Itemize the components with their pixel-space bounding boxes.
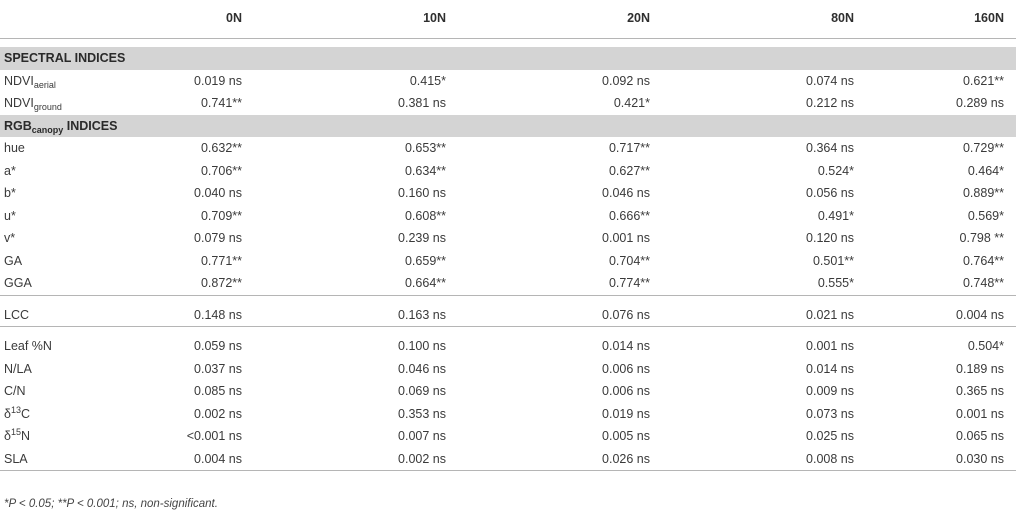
- table-cell: 0.037 ns: [194, 361, 242, 376]
- row-label: N/LA: [4, 361, 32, 376]
- table-cell: 0.365 ns: [956, 384, 1004, 398]
- row-label: $NDVI_{ground}$: [4, 96, 62, 112]
- table-cell: 0.056 ns: [806, 186, 854, 200]
- table-footnote: *P < 0.05; **P < 0.001; ns, non-significant.: [4, 498, 218, 510]
- table-cell: 0.501**: [812, 253, 854, 268]
- table-cell: 0.524*: [817, 163, 854, 178]
- table-cell: 0.046 ns: [398, 361, 446, 376]
- table-cell: 0.002 ns: [194, 406, 242, 421]
- table-cell: 0.872**: [200, 276, 242, 290]
- table-cell: 0.160 ns: [398, 186, 446, 200]
- table-cell: 0.771**: [200, 253, 242, 268]
- table-row: [0, 304, 1016, 328]
- table-cell: 0.001 ns: [956, 406, 1004, 421]
- table-row: [0, 403, 1016, 426]
- table-cell: 0.040 ns: [194, 186, 242, 200]
- table-cell: 0.021 ns: [806, 307, 854, 322]
- table-cell: 0.659**: [404, 253, 446, 268]
- table-row: [0, 70, 1016, 93]
- table-cell: 0.608**: [404, 208, 446, 223]
- table-cell: 0.014 ns: [806, 361, 854, 376]
- table-row: [0, 182, 1016, 205]
- table-row: [0, 205, 1016, 228]
- table-cell: 0.555*: [817, 276, 854, 290]
- table-cell: 0.025 ns: [806, 429, 854, 443]
- table-cell: 0.189 ns: [956, 361, 1004, 376]
- table-cell: 0.709**: [200, 208, 242, 223]
- table-cell: 0.741**: [200, 96, 242, 110]
- table-cell: 0.163 ns: [398, 307, 446, 322]
- table-row: [0, 272, 1016, 296]
- section-rgb-canopy-indices: [0, 115, 1016, 138]
- table-cell: 0.019 ns: [194, 73, 242, 88]
- section-spectral-indices: [0, 47, 1016, 70]
- table-cell: 0.717**: [608, 141, 650, 155]
- table-cell: 0.706**: [200, 163, 242, 178]
- table-cell: 0.289 ns: [956, 96, 1004, 110]
- table-cell: 0.120 ns: [806, 231, 854, 245]
- row-label: v*: [4, 231, 16, 245]
- table-cell: 0.001 ns: [806, 339, 854, 353]
- table-row: [0, 160, 1016, 183]
- col-header-20n: 20N: [627, 11, 650, 25]
- table-row: [0, 448, 1016, 472]
- table-cell: 0.504*: [967, 339, 1004, 353]
- table-cell: 0.148 ns: [194, 307, 242, 322]
- table-cell: 0.664**: [404, 276, 446, 290]
- table-cell: 0.621**: [962, 73, 1004, 88]
- row-label: SLA: [4, 451, 28, 466]
- table-cell: 0.074 ns: [806, 73, 854, 88]
- table-cell: 0.005 ns: [602, 429, 650, 443]
- table-cell: 0.212 ns: [806, 96, 854, 110]
- table-row: [0, 137, 1016, 160]
- table-cell: 0.889**: [962, 186, 1004, 200]
- table-cell: 0.632**: [200, 141, 242, 155]
- table-row: [0, 335, 1016, 358]
- table-cell: 0.006 ns: [602, 361, 650, 376]
- table-cell: 0.415*: [409, 73, 446, 88]
- col-header-0n: 0N: [226, 11, 242, 25]
- table-row: [0, 425, 1016, 448]
- table-cell: <0.001 ns: [186, 429, 242, 443]
- table-header-row: [0, 0, 1016, 39]
- table-cell: 0.030 ns: [956, 451, 1004, 466]
- table-cell: 0.002 ns: [398, 451, 446, 466]
- table-cell: 0.774**: [608, 276, 650, 290]
- section-title: SPECTRAL INDICES: [4, 51, 126, 65]
- table-cell: 0.092 ns: [602, 73, 650, 88]
- table-cell: 0.059 ns: [194, 339, 242, 353]
- table-cell: 0.026 ns: [602, 451, 650, 466]
- col-header-10n: 10N: [423, 11, 446, 25]
- col-header-80n: 80N: [831, 11, 854, 25]
- table-cell: 0.421*: [613, 96, 650, 110]
- row-label: $\delta^{13}C$: [4, 404, 31, 421]
- table-row: [0, 380, 1016, 403]
- table-cell: 0.653**: [404, 141, 446, 155]
- table-cell: 0.006 ns: [602, 384, 650, 398]
- table-cell: 0.569*: [967, 208, 1004, 223]
- table-cell: 0.764**: [962, 253, 1004, 268]
- table-cell: 0.001 ns: [602, 231, 650, 245]
- table-cell: 0.069 ns: [398, 384, 446, 398]
- row-label: C/N: [4, 384, 26, 398]
- table-cell: 0.014 ns: [602, 339, 650, 353]
- table-cell: 0.704**: [608, 253, 650, 268]
- table-row: [0, 92, 1016, 115]
- table-cell: 0.004 ns: [956, 307, 1004, 322]
- table-row: [0, 227, 1016, 250]
- table-cell: 0.085 ns: [194, 384, 242, 398]
- table-cell: 0.627**: [608, 163, 650, 178]
- table-cell: 0.239 ns: [398, 231, 446, 245]
- table-cell: 0.007 ns: [398, 429, 446, 443]
- table-cell: 0.009 ns: [806, 384, 854, 398]
- table-cell: 0.666**: [608, 208, 650, 223]
- table-cell: 0.364 ns: [806, 141, 854, 155]
- table-cell: 0.008 ns: [806, 451, 854, 466]
- row-label: hue: [4, 141, 25, 155]
- table-cell: 0.004 ns: [194, 451, 242, 466]
- table-row: [0, 250, 1016, 273]
- table-cell: 0.079 ns: [194, 231, 242, 245]
- row-label: a*: [4, 163, 16, 178]
- table-cell: 0.065 ns: [956, 429, 1004, 443]
- table-cell: 0.100 ns: [398, 339, 446, 353]
- table-cell: 0.046 ns: [602, 186, 650, 200]
- table-cell: 0.019 ns: [602, 406, 650, 421]
- table-cell: 0.798 **: [959, 231, 1004, 245]
- table-cell: 0.381 ns: [398, 96, 446, 110]
- section-title: $RGB_{canopy}$ INDICES: [4, 118, 118, 135]
- col-header-160n: 160N: [974, 11, 1004, 25]
- row-label: Leaf %N: [4, 339, 52, 353]
- row-label: GGA: [4, 276, 32, 290]
- table-cell: 0.464*: [967, 163, 1004, 178]
- table-cell: 0.491*: [817, 208, 854, 223]
- table-cell: 0.729**: [962, 141, 1004, 155]
- row-label: $\delta^{15}N$: [4, 427, 31, 443]
- table-cell: 0.353 ns: [398, 406, 446, 421]
- row-label: u*: [4, 208, 16, 223]
- table-cell: 0.634**: [404, 163, 446, 178]
- row-label: GA: [4, 253, 23, 268]
- row-label: b*: [4, 186, 16, 200]
- table-cell: 0.748**: [962, 276, 1004, 290]
- table-cell: 0.076 ns: [602, 307, 650, 322]
- table-cell: 0.073 ns: [806, 406, 854, 421]
- table-row: [0, 358, 1016, 381]
- row-label: LCC: [4, 307, 30, 322]
- row-label: $NDVI_{aerial}$: [4, 73, 56, 90]
